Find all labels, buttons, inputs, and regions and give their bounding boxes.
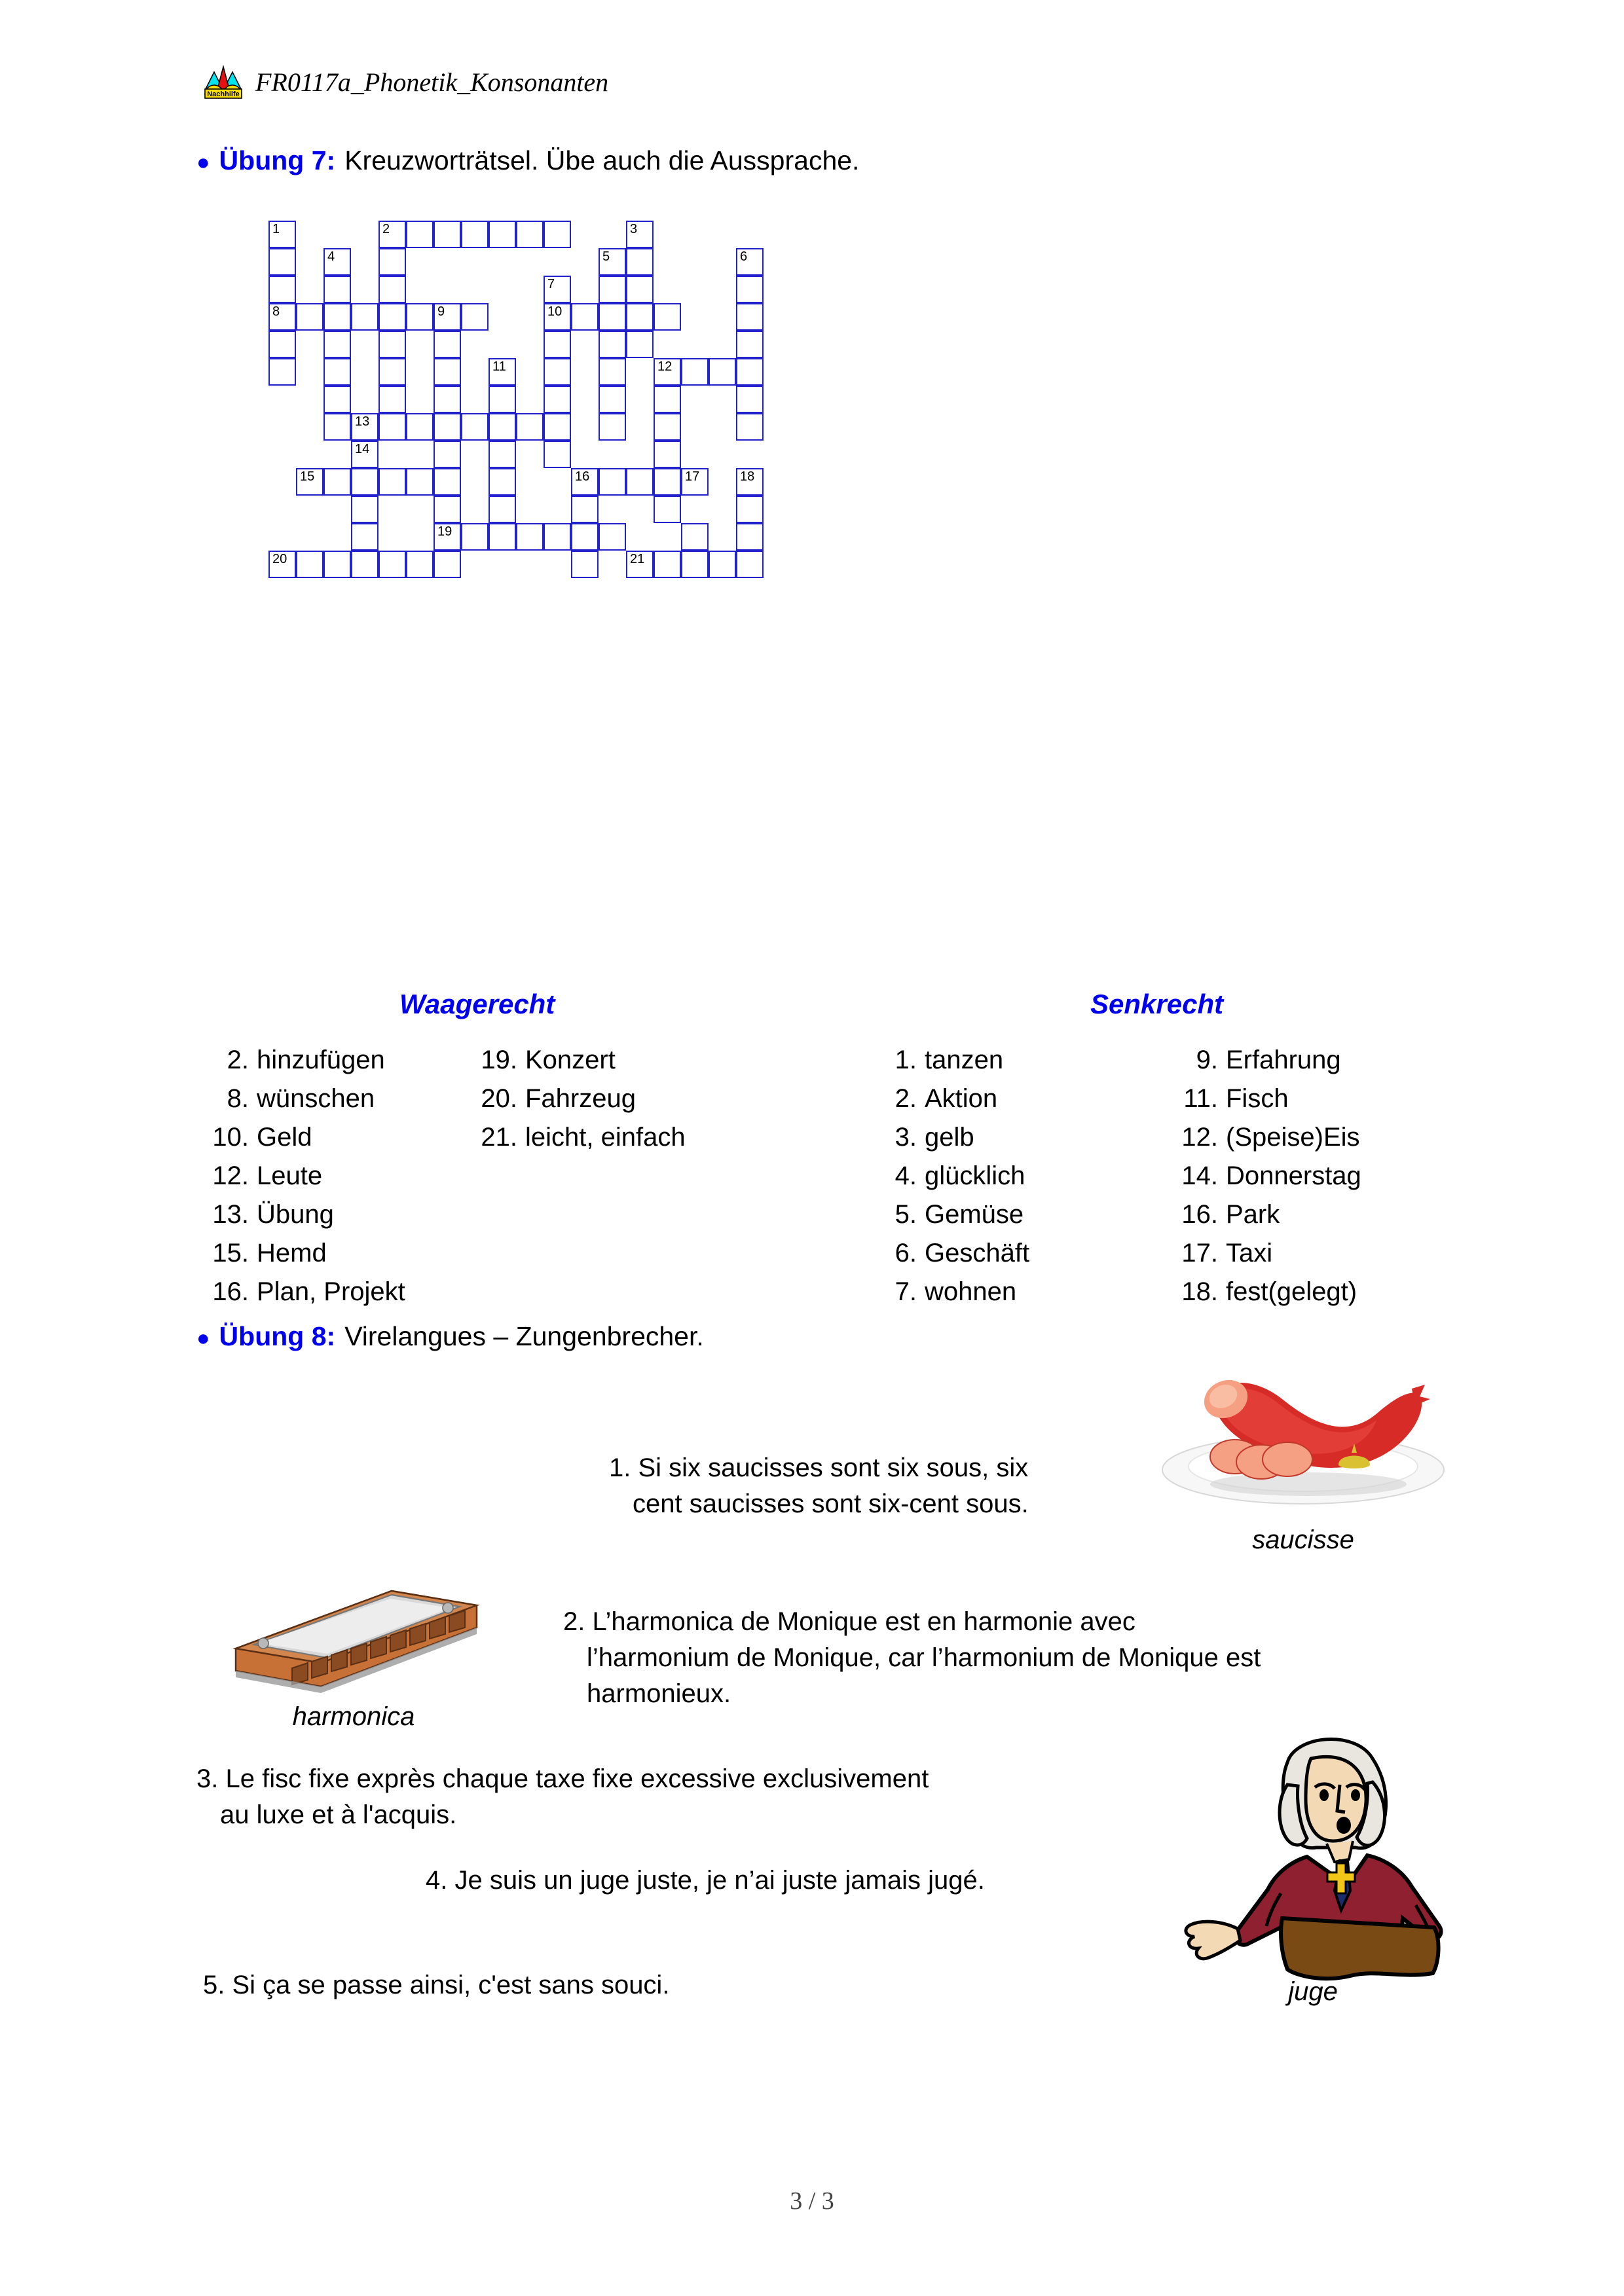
crossword-clue-number: 20 [272,552,287,566]
exercise-7-heading [196,145,859,176]
crossword-cell[interactable] [599,413,626,441]
crossword-cell[interactable] [516,413,544,441]
clue-number: 10. [212,1123,249,1152]
crossword-cell[interactable] [544,358,571,386]
clue-number: 19. [481,1046,517,1074]
crossword-cell[interactable] [736,496,764,523]
crossword-cell[interactable] [268,358,296,386]
tongue-twister-line: 1. Si six saucisses sont six sous, six [609,1453,1029,1482]
clue-item [1172,1273,1361,1311]
crossword-cell[interactable] [489,496,516,523]
crossword-cell[interactable] [378,551,406,578]
crossword-cell[interactable] [268,303,296,331]
clue-number: 2. [227,1046,249,1074]
clue-number: 6. [895,1239,917,1267]
crossword-cell[interactable] [378,248,406,276]
crossword-clue-number: 3 [630,222,638,236]
clue-item [203,1273,405,1311]
clue-text: tanzen [925,1046,1004,1074]
crossword-cell[interactable] [351,468,378,496]
crossword-cell[interactable] [489,358,516,386]
crossword-cell[interactable] [654,413,681,441]
crossword-cell[interactable] [323,331,351,358]
tongue-twister-line: au luxe et à l'acquis. [220,1800,457,1829]
crossword-cell[interactable] [544,386,571,413]
crossword-cell[interactable] [434,496,461,523]
crossword-clue-number: 4 [327,249,335,264]
crossword-cell[interactable] [571,551,599,578]
tongue-twister-number: 5. [203,1971,232,1999]
across-clue-list-2 [471,1041,686,1157]
crossword-cell[interactable] [489,523,516,551]
crossword-cell[interactable] [378,413,406,441]
clue-item [203,1157,405,1195]
crossword-cell[interactable] [434,551,461,578]
bullet-icon: ● [196,1326,210,1351]
crossword-cell[interactable] [268,221,296,248]
crossword-cell[interactable] [489,221,516,248]
crossword-cell[interactable] [323,276,351,303]
clue-text: wohnen [925,1277,1017,1306]
crossword-cell[interactable] [323,413,351,441]
crossword-cell[interactable] [654,358,681,386]
clue-number: 20. [481,1084,517,1113]
clue-text: gelb [925,1123,974,1152]
clue-item [471,1041,686,1080]
crossword-clue-number: 7 [547,277,555,291]
harmonica-caption: harmonica [292,1702,415,1731]
juge-caption: juge [1288,1977,1338,2006]
crossword-cell[interactable] [434,303,461,331]
crossword-cell[interactable] [736,276,764,303]
crossword-cell[interactable] [323,386,351,413]
clue-item [871,1273,1029,1311]
crossword-cell[interactable] [626,221,654,248]
clue-number: 1. [895,1046,917,1074]
clue-number: 16. [212,1277,249,1306]
crossword-cell[interactable] [571,496,599,523]
crossword-cell[interactable] [434,523,461,551]
crossword-cell[interactable] [323,551,351,578]
clue-item [471,1118,686,1157]
down-clue-list-1 [871,1041,1029,1311]
exercise-7-instruction: Kreuzworträtsel. Übe auch die Aussprache. [344,145,860,175]
down-clues-title: Senkrecht [1090,989,1224,1019]
crossword-cell[interactable] [654,496,681,523]
clue-item [203,1080,405,1118]
crossword-cell[interactable] [626,468,654,496]
clue-number: 16. [1181,1200,1218,1229]
crossword-cell[interactable] [654,468,681,496]
crossword-cell[interactable] [406,551,434,578]
crossword-cell[interactable] [544,221,571,248]
crossword-cell[interactable] [461,413,489,441]
clue-text: hinzufügen [257,1046,385,1074]
clue-text: Fisch [1226,1084,1289,1113]
tongue-twister-line: l’harmonium de Monique, car l’harmonium de Monique est [587,1643,1261,1672]
clue-text: Geld [257,1123,312,1152]
crossword-cell[interactable] [351,523,378,551]
crossword-cell[interactable] [378,221,406,248]
tongue-twister-line: cent saucisses sont six-cent sous. [633,1489,1029,1518]
tongue-twister-line: harmonieux. [587,1679,731,1708]
clue-number: 2. [895,1084,917,1113]
document-header [203,63,608,101]
clue-text: Fahrzeug [525,1084,636,1113]
crossword-cell[interactable] [378,331,406,358]
crossword-cell[interactable] [544,441,571,468]
clue-item [871,1080,1029,1118]
clue-text: Geschäft [925,1239,1030,1267]
crossword-cell[interactable] [599,523,626,551]
clue-number: 12. [1181,1123,1218,1152]
crossword-cell[interactable] [571,468,599,496]
crossword-cell[interactable] [736,248,764,276]
tongue-twister-number: 2. [563,1607,593,1636]
clue-text: leicht, einfach [525,1123,686,1152]
crossword-clue-number: 18 [740,469,755,484]
document-title: FR0117a_Phonetik_Konsonanten [255,67,609,97]
crossword-cell[interactable] [351,441,378,468]
across-clue-list-1 [203,1041,405,1311]
crossword-cell[interactable] [434,386,461,413]
tongue-twister-line: 2. L’harmonica de Monique est en harmonie avec [563,1607,1135,1636]
clue-text: Leute [257,1161,323,1190]
clue-number: 8. [227,1084,249,1113]
crossword-cell[interactable] [681,358,709,386]
page-footer: 3 / 3 [790,2187,834,2215]
crossword-clue-number: 5 [602,249,610,264]
crossword-cell[interactable] [736,331,764,358]
crossword-cell[interactable] [571,303,599,331]
crossword-cell[interactable] [323,468,351,496]
clue-number: 5. [895,1200,917,1229]
clue-item [1172,1080,1361,1118]
crossword-clue-number: 13 [355,414,370,429]
clue-number: 4. [895,1161,917,1190]
tongue-twister-number: 4. [426,1866,455,1895]
clue-item [203,1195,405,1234]
clue-number: 7. [895,1277,917,1306]
crossword-cell[interactable] [544,276,571,303]
tongue-twister-2 [563,1604,1473,1712]
crossword-cell[interactable] [296,303,323,331]
crossword-cell[interactable] [599,303,626,331]
crossword-cell[interactable] [516,523,544,551]
clue-number: 14. [1181,1161,1218,1190]
crossword-cell[interactable] [489,413,516,441]
crossword-cell[interactable] [268,331,296,358]
tongue-twister-number: 1. [609,1453,638,1482]
clue-text: wünschen [257,1084,375,1113]
crossword-cell[interactable] [434,331,461,358]
crossword-cell[interactable] [323,303,351,331]
clue-item [203,1234,405,1273]
crossword-cell[interactable] [599,276,626,303]
crossword-clue-number: 12 [657,359,673,374]
clue-item [471,1080,686,1118]
clue-number: 21. [481,1123,517,1152]
crossword-cell[interactable] [351,303,378,331]
clue-number: 13. [212,1200,249,1229]
clue-number: 17. [1181,1239,1218,1267]
crossword-cell[interactable] [434,221,461,248]
clue-item [203,1041,405,1080]
crossword-cell[interactable] [681,551,709,578]
clue-item [1172,1234,1361,1273]
crossword-cell[interactable] [323,248,351,276]
clue-item [1172,1157,1361,1195]
bullet-icon: ● [196,150,210,175]
logo-wordmark: Nachhilfe [207,90,240,98]
clue-text: Aktion [925,1084,998,1113]
crossword-cell[interactable] [709,551,736,578]
crossword-clue-number: 10 [547,304,563,319]
crossword-cell[interactable] [571,523,599,551]
crossword-cell[interactable] [406,221,434,248]
crossword-cell[interactable] [351,496,378,523]
clue-text: glücklich [925,1161,1025,1190]
clue-text: Donnerstag [1226,1161,1361,1190]
crossword-cell[interactable] [323,358,351,386]
crossword-clue-number: 6 [740,249,748,264]
clue-text: Taxi [1226,1239,1273,1267]
crossword-clue-number: 9 [437,304,445,319]
crossword-cell[interactable] [434,413,461,441]
crossword-cell[interactable] [626,248,654,276]
crossword-cell[interactable] [544,413,571,441]
crossword-cell[interactable] [378,303,406,331]
crossword-cell[interactable] [626,331,654,358]
clue-number: 11. [1183,1084,1218,1113]
crossword-clue-number: 16 [575,469,590,484]
exercise-8-instruction: Virelangues – Zungenbrecher. [344,1321,704,1351]
crossword-cell[interactable] [736,413,764,441]
crossword-cell[interactable] [736,468,764,496]
crossword-cell[interactable] [461,221,489,248]
crossword-cell[interactable] [736,303,764,331]
crossword-cell[interactable] [599,248,626,276]
clue-text: Hemd [257,1239,327,1267]
crossword-cell[interactable] [736,386,764,413]
clue-item [203,1118,405,1157]
crossword-cell[interactable] [351,551,378,578]
clue-text: Konzert [525,1046,616,1074]
clue-number: 3. [895,1123,917,1152]
clue-item [871,1041,1029,1080]
clue-item [871,1234,1029,1273]
clue-text: Park [1226,1200,1280,1229]
crossword-cell[interactable] [544,303,571,331]
tongue-twister-line: 5. Si ça se passe ainsi, c'est sans souci. [203,1971,670,1999]
harmonica-illustration [216,1571,491,1705]
clue-item [1172,1041,1361,1080]
crossword-cell[interactable] [406,303,434,331]
juge-illustration [1159,1722,1467,1987]
crossword-clue-number: 21 [630,552,645,566]
crossword-cell[interactable] [599,358,626,386]
crossword-cell[interactable] [654,551,681,578]
crossword-cell[interactable] [626,276,654,303]
tongue-twister-line: 4. Je suis un juge juste, je n’ai juste jamais jugé. [426,1866,985,1895]
crossword-clue-number: 14 [355,442,370,456]
saucisse-illustration [1153,1365,1454,1519]
crossword-cell[interactable] [516,221,544,248]
crossword-cell[interactable] [378,358,406,386]
crossword-cell[interactable] [434,441,461,468]
crossword-cell[interactable] [406,468,434,496]
crossword-cell[interactable] [654,386,681,413]
crossword-cell[interactable] [406,413,434,441]
clue-text: Plan, Projekt [257,1277,405,1306]
crossword-cell[interactable] [626,551,654,578]
exercise-8-label: Übung 8: [219,1321,336,1351]
tongue-twister-number: 3. [196,1764,226,1793]
tongue-twister-5 [203,1967,989,2003]
crossword-cell[interactable] [378,276,406,303]
clue-text: fest(gelegt) [1226,1277,1357,1306]
crossword-cell[interactable] [599,386,626,413]
crossword-cell[interactable] [544,523,571,551]
crossword-cell[interactable] [378,386,406,413]
crossword-cell[interactable] [268,276,296,303]
clue-item [1172,1195,1361,1234]
clue-item [871,1118,1029,1157]
exercise-7-label: Übung 7: [219,145,336,175]
clue-number: 9. [1196,1046,1218,1074]
clue-text: (Speise)Eis [1226,1123,1360,1152]
crossword-cell[interactable] [296,468,323,496]
crossword-cell[interactable] [599,331,626,358]
clue-number: 18. [1181,1277,1218,1306]
crossword-cell[interactable] [544,331,571,358]
crossword-clue-number: 11 [492,359,506,374]
exercise-8-heading [196,1321,704,1352]
crossword-cell[interactable] [461,523,489,551]
tongue-twister-1 [609,1450,1159,1522]
clue-item [871,1157,1029,1195]
crossword-cell[interactable] [599,468,626,496]
clue-text: Erfahrung [1226,1046,1341,1074]
crossword-cell[interactable] [268,248,296,276]
crossword-cell[interactable] [489,441,516,468]
clue-item [871,1195,1029,1234]
crossword-cell[interactable] [268,551,296,578]
crossword-cell[interactable] [654,303,681,331]
clue-text: Gemüse [925,1200,1024,1229]
crossword-cell[interactable] [681,523,709,551]
crossword-cell[interactable] [626,303,654,331]
crossword-cell[interactable] [461,303,489,331]
crossword-cell[interactable] [736,358,764,386]
clue-item [1172,1118,1361,1157]
crossword-cell[interactable] [709,358,736,386]
down-clue-list-2 [1172,1041,1361,1311]
crossword-cell[interactable] [681,468,709,496]
crossword-cell[interactable] [489,386,516,413]
crossword-cell[interactable] [736,551,764,578]
crossword-cell[interactable] [434,358,461,386]
across-clues-title: Waagerecht [399,989,555,1019]
tongue-twister-3 [196,1761,1166,1833]
crossword-clue-number: 2 [382,222,390,236]
crossword-cell[interactable] [654,441,681,468]
crossword-clue-number: 8 [272,304,280,319]
crossword-clue-number: 1 [272,222,280,236]
tongue-twister-4 [426,1863,1166,1899]
crossword-cell[interactable] [489,468,516,496]
crossword-clue-number: 17 [685,469,700,484]
crossword-cell[interactable] [736,523,764,551]
clue-number: 12. [212,1161,249,1190]
crossword-cell[interactable] [434,468,461,496]
crossword-clue-number: 15 [300,469,315,484]
tongue-twister-line: 3. Le fisc fixe exprès chaque taxe fixe excessive exclusivement [196,1764,929,1793]
clue-text: Übung [257,1200,334,1229]
saucisse-caption: saucisse [1252,1525,1354,1554]
crossword-cell[interactable] [351,413,378,441]
crossword-cell[interactable] [378,468,406,496]
clue-number: 15. [212,1239,249,1267]
nachhilfe-logo-icon [203,63,244,101]
crossword-clue-number: 19 [437,524,452,539]
crossword-cell[interactable] [296,551,323,578]
